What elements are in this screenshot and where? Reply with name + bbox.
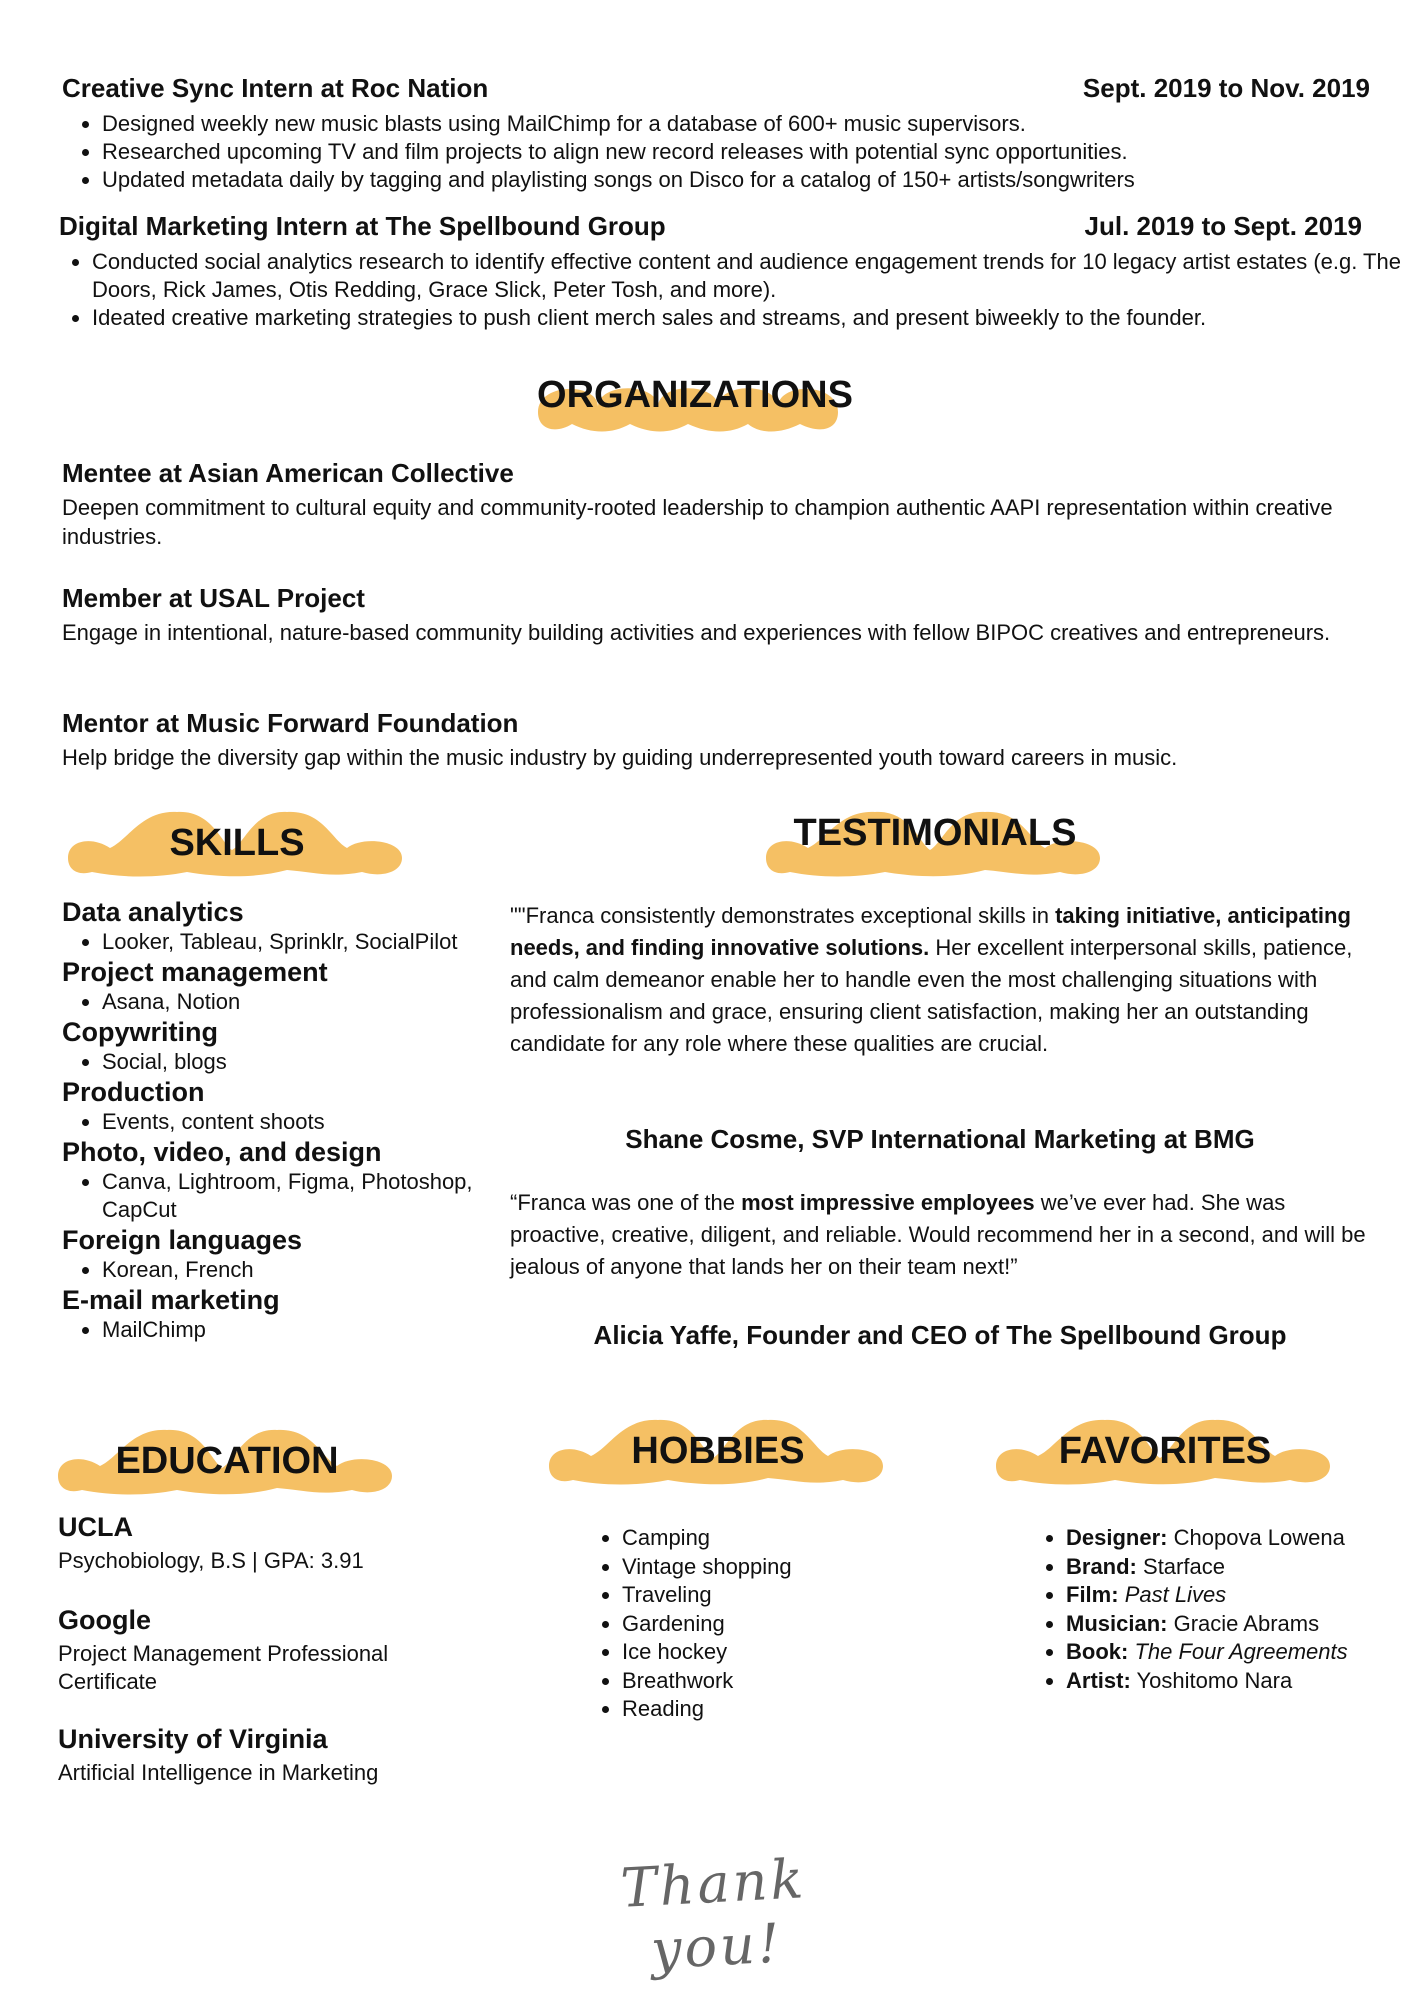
- org-item: [62, 583, 1362, 647]
- favorites-list: [1026, 1524, 1366, 1695]
- favorite-label: Brand:: [1066, 1553, 1137, 1579]
- org-item: [62, 708, 1362, 772]
- hobbies-heading-label: HOBBIES: [631, 1430, 805, 1472]
- job-bullet: • Designed weekly new music blasts using MailChimp for a database of 600+ music supervisors.: [102, 110, 1412, 138]
- favorite-label: Book:: [1066, 1639, 1129, 1664]
- skill-name: Data analytics: [62, 897, 244, 927]
- org-name: Mentee at Asian American Collective: [62, 458, 514, 488]
- skill-item: [62, 956, 482, 1016]
- hobbies-list: [582, 1524, 922, 1724]
- skill-item: [62, 1016, 482, 1076]
- skills-heading-label: SKILLS: [169, 822, 305, 864]
- hobbies-heading: [543, 1408, 893, 1488]
- favorite-item: [1066, 1581, 1366, 1610]
- quote-text: we’ve ever had. She was proactive, creative, diligent, and reliable. Would recommend her in a second, and will be jealous of anyone that lands her on their team next!”: [510, 1190, 1366, 1279]
- job-title-roc-nation: Creative Sync Intern at Roc Nation: [62, 73, 489, 103]
- skill-name: Project management: [62, 957, 328, 987]
- favorite-label: Designer:: [1066, 1525, 1168, 1550]
- job-bullet: • Conducted social analytics research to identify effective content and audience engagement trends for 10 legacy artist estates (e.g. The Doors, Rick James, Otis Redding, Grace Slick, Peter Tosh, and more).: [92, 248, 1402, 304]
- favorite-item: [1066, 1667, 1366, 1696]
- org-desc: Deepen commitment to cultural equity and community-rooted leadership to champion authentic AAPI representation within creative industries.: [62, 495, 1333, 549]
- favorite-label: Musician:: [1066, 1610, 1168, 1636]
- job-bullet: • Researched upcoming TV and film projects to align new record releases with potential sync opportunities.: [102, 138, 1412, 166]
- skill-detail: • Events, content shoots: [102, 1108, 482, 1136]
- skill-detail: • Korean, French: [102, 1256, 482, 1284]
- job-bullets-spellbound: [52, 248, 1402, 332]
- org-name: Mentor at Music Forward Foundation: [62, 708, 519, 738]
- job-dates-spellbound: Jul. 2019 to Sept. 2019: [1084, 211, 1362, 241]
- education-heading-label: EDUCATION: [115, 1440, 339, 1482]
- quote-text: ""Franca consistently demonstrates exceptional skills in: [510, 903, 1056, 928]
- thank-you-signoff: Thank you!: [619, 1847, 808, 1982]
- skills-heading: [62, 800, 412, 880]
- hobby-item: • Ice hockey: [622, 1638, 922, 1667]
- org-item: [62, 458, 1362, 551]
- hobby-item: • Traveling: [622, 1581, 922, 1610]
- skill-detail: • Social, blogs: [102, 1048, 482, 1076]
- favorite-value: The Four Agreements: [1134, 1639, 1348, 1664]
- education-item: [58, 1724, 458, 1787]
- skill-name: Copywriting: [62, 1017, 218, 1047]
- favorite-item: [1066, 1553, 1366, 1582]
- testimonial-author: Shane Cosme, SVP International Marketing at BMG: [625, 1124, 1255, 1154]
- skill-name: Photo, video, and design: [62, 1137, 382, 1167]
- hobby-item: • Reading: [622, 1695, 922, 1724]
- favorite-item: [1066, 1638, 1366, 1667]
- favorite-value: Starface: [1143, 1553, 1225, 1579]
- skill-item: [62, 1284, 482, 1344]
- job-title-spellbound: Digital Marketing Intern at The Spellbound Group: [59, 211, 666, 241]
- testimonials-heading: [760, 800, 1110, 880]
- quote-emphasis: most impressive employees: [741, 1190, 1035, 1215]
- testimonial-author: Alicia Yaffe, Founder and CEO of The Spellbound Group: [593, 1320, 1287, 1350]
- skill-item: [62, 1224, 482, 1284]
- job-bullets-roc-nation: [62, 110, 1412, 194]
- favorite-label: Film:: [1066, 1582, 1119, 1607]
- education-item: [58, 1512, 458, 1575]
- org-name: Member at USAL Project: [62, 583, 365, 613]
- hobby-item: • Gardening: [622, 1610, 922, 1639]
- hobby-item: • Camping: [622, 1524, 922, 1553]
- edu-name: UCLA: [58, 1512, 133, 1542]
- education-heading: [52, 1418, 402, 1498]
- favorite-label: Artist:: [1066, 1667, 1131, 1693]
- job-dates-roc-nation: Sept. 2019 to Nov. 2019: [1082, 73, 1370, 103]
- edu-name: University of Virginia: [58, 1724, 328, 1754]
- job-bullet: • Updated metadata daily by tagging and playlisting songs on Disco for a catalog of 150+ artists/songwriters: [102, 166, 1412, 194]
- skill-detail: • Looker, Tableau, Sprinklr, SocialPilot: [102, 928, 482, 956]
- hobby-item: • Breathwork: [622, 1667, 922, 1696]
- skill-item: [62, 1136, 482, 1224]
- quote-emphasis: taking initiative, anticipating needs, and finding innovative solutions.: [510, 903, 1351, 960]
- skill-detail: • Canva, Lightroom, Figma, Photoshop, CapCut: [102, 1168, 482, 1224]
- favorites-heading: [990, 1408, 1340, 1488]
- favorite-value: Yoshitomo Nara: [1136, 1667, 1293, 1693]
- favorite-value: Chopova Lowena: [1173, 1525, 1345, 1550]
- skill-name: Production: [62, 1077, 205, 1107]
- skill-item: [62, 1076, 482, 1136]
- education-item: [58, 1605, 458, 1696]
- testimonials-heading-label: TESTIMONIALS: [793, 812, 1077, 854]
- org-desc: Engage in intentional, nature-based community building activities and experiences with fellow BIPOC creatives and entrepreneurs.: [62, 620, 1331, 645]
- organizations-heading-label: ORGANIZATIONS: [537, 374, 853, 416]
- favorite-value: Past Lives: [1124, 1582, 1227, 1607]
- quote-text: “Franca was one of the: [510, 1190, 742, 1215]
- organizations-heading: [520, 362, 870, 442]
- testimonial-quote: [510, 900, 1370, 1060]
- favorite-value: Gracie Abrams: [1173, 1610, 1320, 1636]
- edu-desc: Project Management Professional Certificate: [58, 1641, 389, 1694]
- skill-item: [62, 896, 482, 956]
- skill-detail: • MailChimp: [102, 1316, 482, 1344]
- org-desc: Help bridge the diversity gap within the music industry by guiding underrepresented youth toward careers in music.: [62, 745, 1178, 770]
- edu-name: Google: [58, 1605, 151, 1635]
- job-bullet: • Ideated creative marketing strategies to push client merch sales and streams, and present biweekly to the founder.: [92, 304, 1402, 332]
- favorites-heading-label: FAVORITES: [1058, 1430, 1272, 1472]
- quote-text: Her excellent interpersonal skills, patience, and calm demeanor enable her to handle even the most challenging situations with professionalism and grace, ensuring client satisfaction, making her an outstanding candidate for any role where these qualities are crucial.: [510, 935, 1353, 1056]
- testimonial-quote: [510, 1187, 1370, 1283]
- skill-name: Foreign languages: [62, 1225, 303, 1255]
- edu-desc: Artificial Intelligence in Marketing: [58, 1760, 379, 1785]
- skill-detail: • Asana, Notion: [102, 988, 482, 1016]
- skill-name: E-mail marketing: [62, 1285, 280, 1315]
- favorite-item: [1066, 1610, 1366, 1639]
- edu-desc: Psychobiology, B.S | GPA: 3.91: [58, 1548, 364, 1573]
- hobby-item: • Vintage shopping: [622, 1553, 922, 1582]
- favorite-item: [1066, 1524, 1366, 1553]
- skills-list: [62, 896, 482, 1344]
